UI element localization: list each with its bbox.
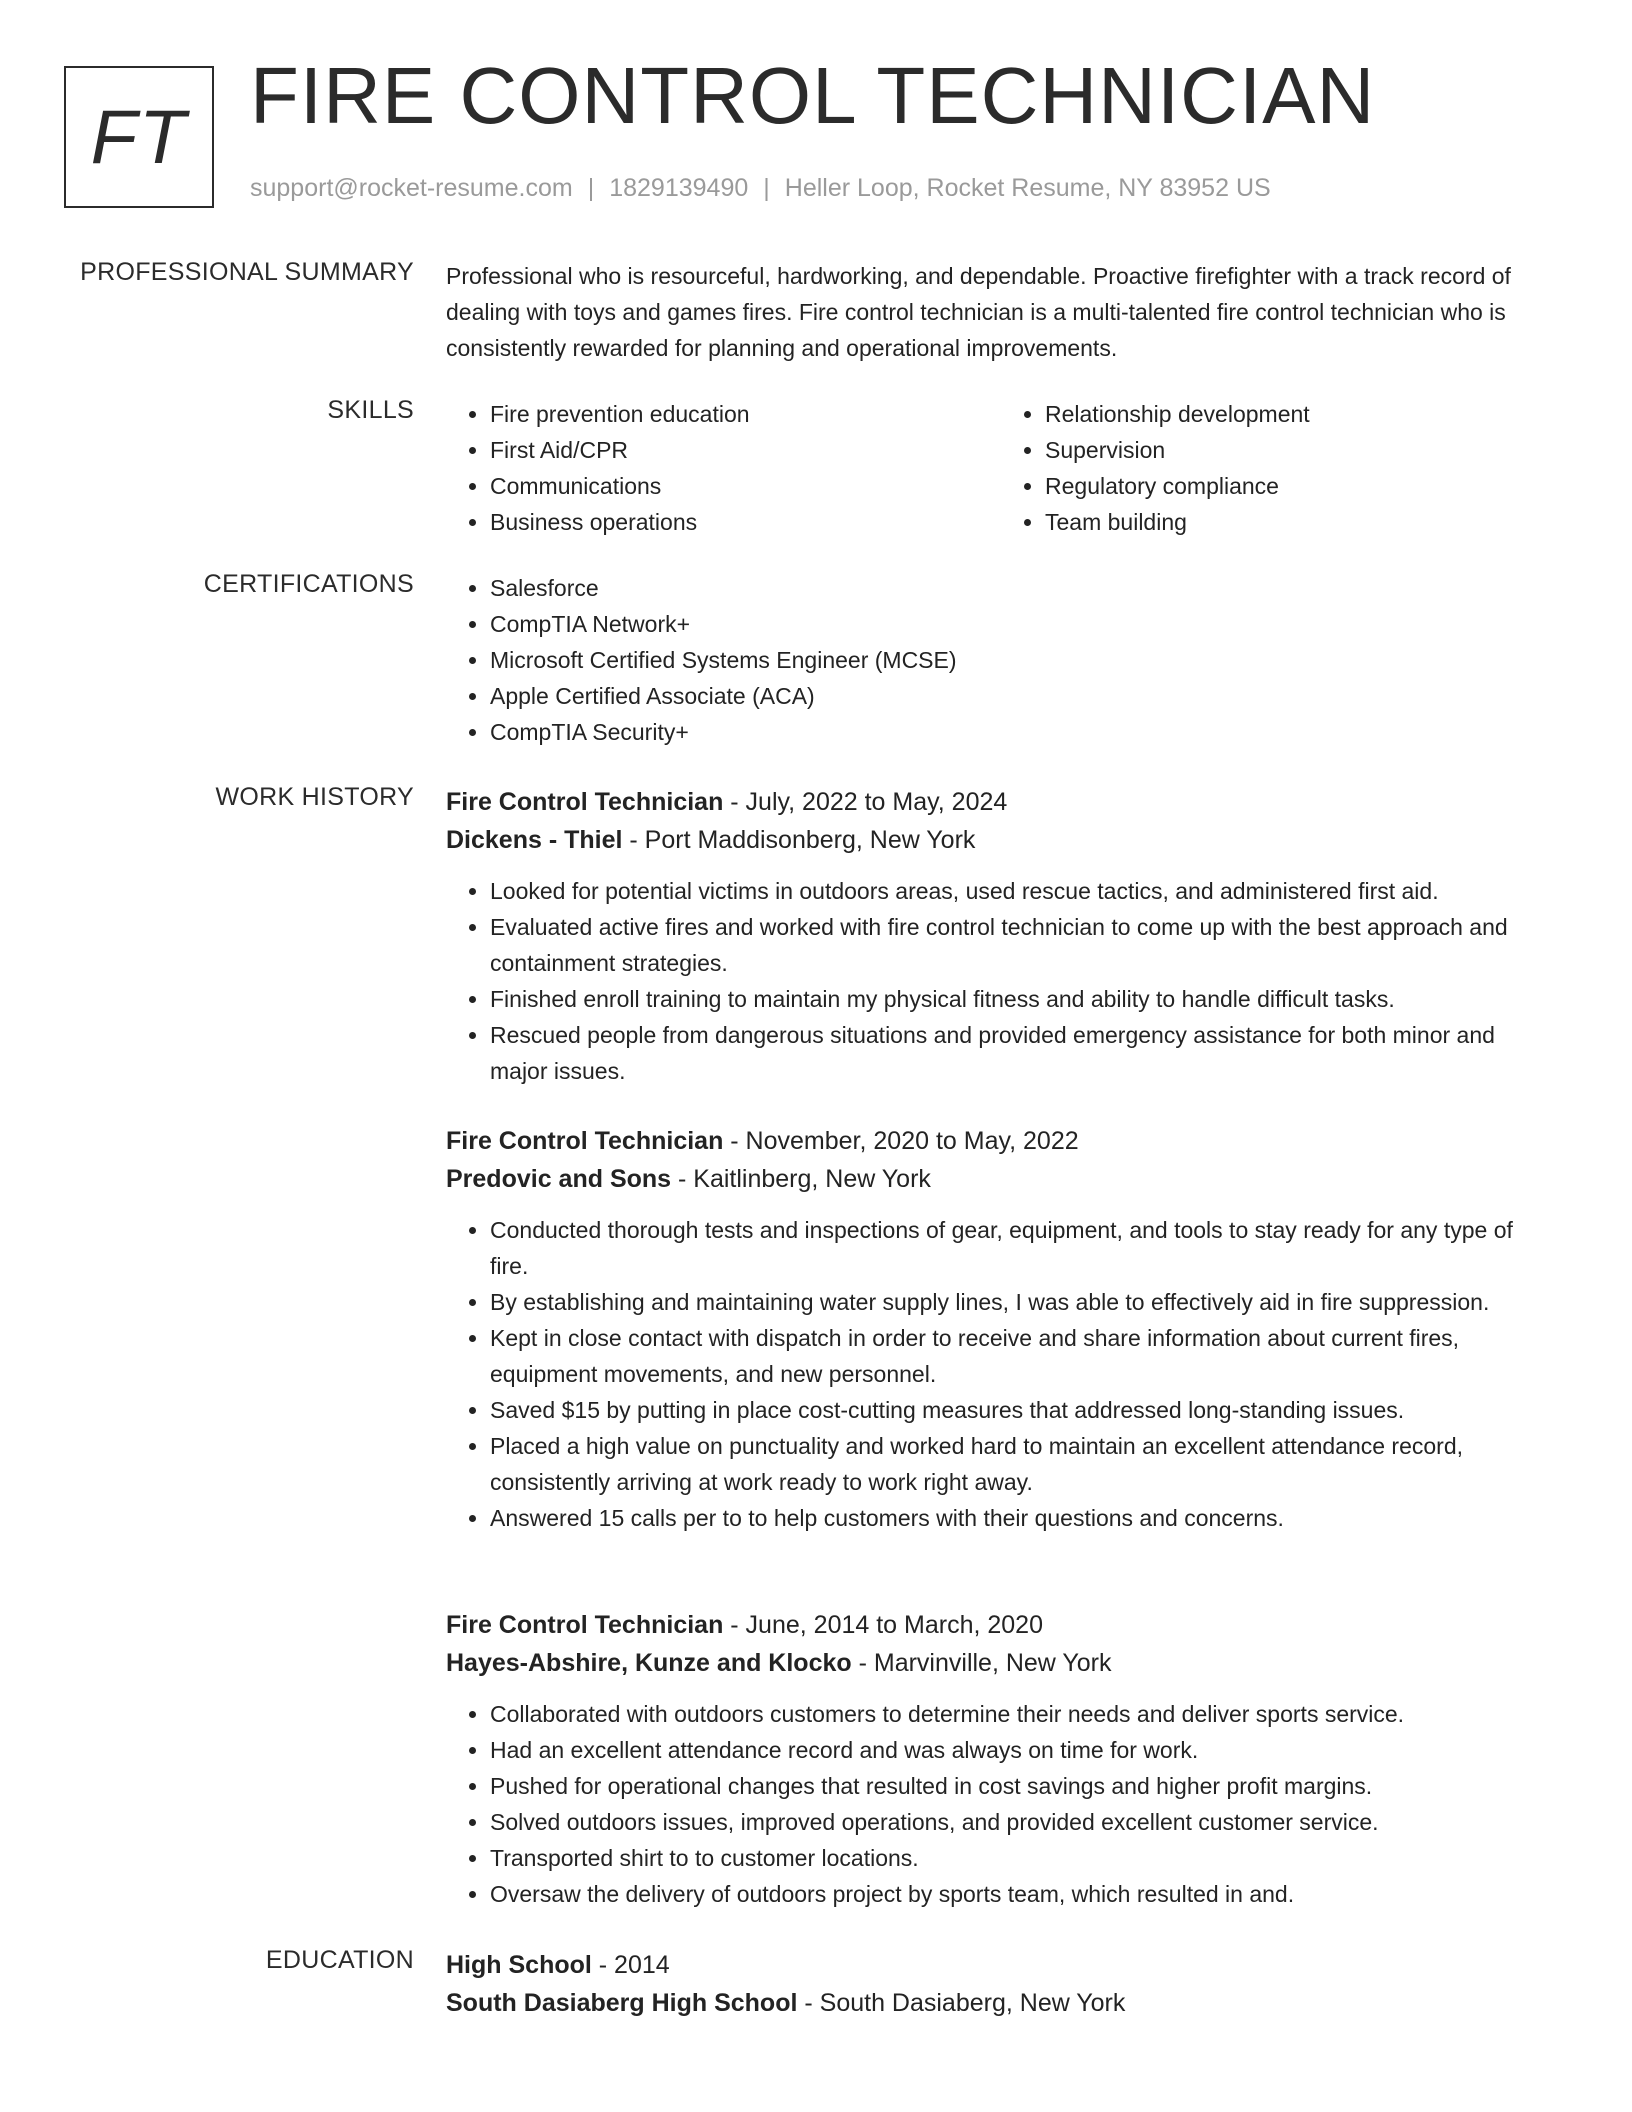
skills-label: SKILLS [327,396,414,424]
job-company: Dickens - Thiel [446,826,623,854]
certifications-body [446,570,1556,750]
contact-address: Heller Loop, Rocket Resume, NY 83952 US [784,174,1271,202]
monogram-logo: FT [64,66,214,208]
candidate-name: FIRE CONTROL TECHNICIAN [250,51,1376,140]
education-label: EDUCATION [265,1946,414,1974]
education-year: - 2014 [591,1951,670,1979]
education-location: - South Dasiaberg, New York [797,1989,1126,2017]
certification-item: • Apple Certified Associate (ACA) [490,678,1556,714]
job-bullet: • Pushed for operational changes that resulted in cost savings and higher profit margins. [490,1768,1556,1804]
job-title: Fire Control Technician [446,788,724,816]
job-bullet: • Conducted thorough tests and inspections of gear, equipment, and tools to stay ready for any type of fire. [490,1212,1556,1284]
skill-item: • Relationship development [1045,396,1556,432]
skills-list-left [446,396,1001,540]
job-dates: - November, 2020 to May, 2022 [723,1127,1079,1155]
skills-body [446,396,1556,540]
skill-item: • Supervision [1045,432,1556,468]
job-bullet: • Finished enroll training to maintain my physical fitness and ability to handle difficult tasks. [490,981,1556,1017]
job-bullet: • Transported shirt to to customer locations. [490,1840,1556,1876]
job-location: - Marvinville, New York [851,1649,1112,1677]
certification-item: • Microsoft Certified Systems Engineer (MCSE) [490,642,1556,678]
job-title-line [446,1122,1556,1160]
job-body [446,783,1556,1089]
job-body [446,1606,1556,1912]
job-company: Hayes-Abshire, Kunze and Klocko [446,1649,852,1677]
contact-line [250,174,1271,203]
job-bullet: • Answered 15 calls per to to help customers with their questions and concerns. [490,1500,1556,1536]
job-bullet: • Solved outdoors issues, improved operations, and provided excellent customer service. [490,1804,1556,1840]
education-body [446,1946,1556,2036]
contact-email: support@rocket-resume.com [250,174,573,202]
job-bullet: • Collaborated with outdoors customers to determine their needs and deliver sports service. [490,1696,1556,1732]
education-degree: High School [446,1951,592,1979]
job-bullet: • Looked for potential victims in outdoors areas, used rescue tactics, and administered first aid. [490,873,1556,909]
job-bullet: • Evaluated active fires and worked with fire control technician to come up with the best approach and containment strategies. [490,909,1556,981]
job-location: - Port Maddisonberg, New York [622,826,976,854]
education-school-line [446,1984,1556,2022]
job-company-line [446,1644,1556,1682]
skill-item: • Communications [490,468,1001,504]
job-company-line [446,1160,1556,1198]
job-bullet: • Kept in close contact with dispatch in order to receive and share information about current fires, equipment movements, and new personnel. [490,1320,1556,1392]
job-bullets [446,873,1556,1089]
certification-item: • Salesforce [490,570,1556,606]
skill-item: • First Aid/CPR [490,432,1001,468]
summary-text: Professional who is resourceful, hardworking, and dependable. Proactive firefighter with a track record of dealing with toys and games fires. Fire control technician is a multi-talented fire control technician who is consistently rewarded for planning and operational improvements. [446,263,1511,361]
contact-separator: | [763,174,770,202]
job-title: Fire Control Technician [446,1127,724,1155]
job-bullet: • Had an excellent attendance record and was always on time for work. [490,1732,1556,1768]
skill-item: • Fire prevention education [490,396,1001,432]
education-school: South Dasiaberg High School [446,1989,798,2017]
job-company: Predovic and Sons [446,1165,672,1193]
summary-body [446,258,1556,366]
job-location: - Kaitlinberg, New York [671,1165,931,1193]
work-history-label: WORK HISTORY [215,783,414,811]
job-bullet: • Rescued people from dangerous situations and provided emergency assistance for both minor and major issues. [490,1017,1556,1089]
job-title-line [446,1606,1556,1644]
job-bullet: • Saved $15 by putting in place cost-cutting measures that addressed long-standing issues. [490,1392,1556,1428]
certification-item: • CompTIA Security+ [490,714,1556,750]
certifications-label: CERTIFICATIONS [203,570,414,598]
skill-item: • Team building [1045,504,1556,540]
job-title-line [446,783,1556,821]
job-company-line [446,821,1556,859]
contact-separator: | [587,174,595,202]
job-dates: - June, 2014 to March, 2020 [723,1611,1043,1639]
job-title: Fire Control Technician [446,1611,724,1639]
job-dates: - July, 2022 to May, 2024 [723,788,1008,816]
contact-phone: 1829139490 [609,174,749,202]
skill-item: • Business operations [490,504,1001,540]
certifications-list [446,570,1556,750]
summary-label: PROFESSIONAL SUMMARY [80,258,414,286]
job-bullet: • By establishing and maintaining water supply lines, I was able to effectively aid in fire suppression. [490,1284,1556,1320]
education-degree-line [446,1946,1556,1984]
job-body [446,1122,1556,1536]
skills-list-right [1001,396,1556,540]
job-bullet: • Oversaw the delivery of outdoors project by sports team, which resulted in and. [490,1876,1556,1912]
skill-item: • Regulatory compliance [1045,468,1556,504]
certification-item: • CompTIA Network+ [490,606,1556,642]
job-bullet: • Placed a high value on punctuality and worked hard to maintain an excellent attendance record, consistently arriving at work ready to work right away. [490,1428,1556,1500]
job-bullets [446,1212,1556,1536]
job-bullets [446,1696,1556,1912]
